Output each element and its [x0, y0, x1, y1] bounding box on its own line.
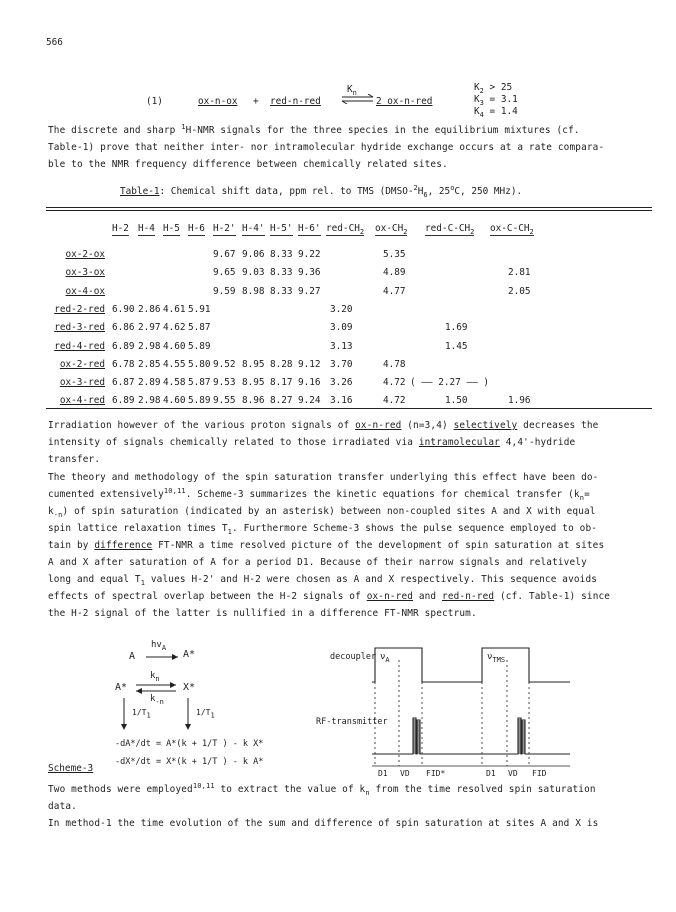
- table-column-header: H-6: [188, 223, 205, 234]
- paragraph-line: intensity of signals chemically related to those irradiated via intramolecular 4,4'-hydride: [48, 437, 576, 448]
- table-cell: 8.33: [270, 267, 293, 278]
- table-column-header: H-4: [138, 223, 155, 234]
- paragraph-line: In method-1 the time evolution of the sum and difference of spin saturation at sites A and X is: [48, 818, 599, 829]
- equation-lhs-red: red-n-red: [270, 96, 321, 107]
- decoupler-label: decoupler: [330, 652, 377, 662]
- table-cell: 5.91: [188, 304, 211, 315]
- paragraph-line: A and X after saturation of A for a period D1. Because of their narrow signals and relatively: [48, 557, 587, 568]
- sequence-d1: D1: [486, 769, 496, 778]
- species-a: A: [129, 651, 136, 662]
- equation-k-label: $K_n$: [347, 84, 357, 97]
- row-label: red-2-red: [54, 304, 105, 315]
- table-cell: 9.67: [213, 249, 236, 260]
- table-cell: 2.97: [138, 322, 161, 333]
- table-cell: 8.95: [242, 377, 265, 388]
- equation-rhs: 2 ox-n-red: [376, 96, 433, 107]
- nu-tms-label: $\nu_{TMS}$: [487, 652, 506, 664]
- table-cell: 9.03: [242, 267, 265, 278]
- table-cell: 2.98: [138, 395, 161, 406]
- table-column-header: H-2': [213, 223, 236, 234]
- equation-plus: +: [253, 96, 259, 107]
- equilibrium-arrows-icon: [341, 94, 375, 104]
- intro-line: ble to the NMR frequency difference between chemically related sites.: [48, 159, 448, 170]
- table-cell: 3.26: [330, 377, 353, 388]
- sequence-fid-star: FID*: [426, 769, 446, 778]
- table-cell: 3.09: [330, 322, 353, 333]
- table-cell: ( —— 2.27 —— ): [410, 377, 490, 388]
- table-cell: 6.89: [112, 395, 135, 406]
- paragraph-line: $k_{-n}$) of spin saturation (indicated by an asterisk) between non-coupled sites A and X with equal: [48, 506, 596, 519]
- page-number: 566: [46, 37, 63, 48]
- table-cell: 4.77: [383, 286, 406, 297]
- table-cell: 4.55: [163, 359, 186, 370]
- table-column-header: H-4': [242, 223, 265, 234]
- table-cell: 9.22: [298, 249, 321, 260]
- sequence-vd: VD: [508, 769, 518, 778]
- table-cell: 2.89: [138, 377, 161, 388]
- paragraph-line: data.: [48, 801, 77, 812]
- table-cell: 1.45: [445, 341, 468, 352]
- table-cell: 5.87: [188, 322, 211, 333]
- table-cell: 1.69: [445, 322, 468, 333]
- table-cell: 5.87: [188, 377, 211, 388]
- table-cell: 8.33: [270, 249, 293, 260]
- table-cell: 9.06: [242, 249, 265, 260]
- row-label: ox-3-ox: [65, 267, 105, 278]
- row-label: ox-3-red: [59, 377, 105, 388]
- table-cell: 2.98: [138, 341, 161, 352]
- table-cell: 2.05: [508, 286, 531, 297]
- photon-arrow-icon: [145, 652, 181, 662]
- table-cell: 6.90: [112, 304, 135, 315]
- table-cell: 4.72: [383, 377, 406, 388]
- paragraph-line: The theory and methodology of the spin saturation transfer underlying this effect have been do-: [48, 472, 599, 483]
- equilibrium-constant-k4: $K_4 = 1.4$: [474, 106, 518, 119]
- table-cell: 8.27: [270, 395, 293, 406]
- table-top-rule: [46, 207, 652, 208]
- paragraph-line: tain by difference FT-NMR a time resolved picture of the development of spin saturation at sites: [48, 540, 605, 551]
- table-column-header: H-5': [270, 223, 293, 234]
- table-cell: 9.55: [213, 395, 236, 406]
- table-cell: 9.12: [298, 359, 321, 370]
- exchange-arrows-icon: [135, 682, 179, 694]
- relaxation-a-label: $1/T_1$: [132, 708, 151, 720]
- table-cell: 6.78: [112, 359, 135, 370]
- row-label: ox-2-red: [59, 359, 105, 370]
- table-cell: 9.52: [213, 359, 236, 370]
- species-x-star: X*: [183, 682, 196, 693]
- relaxation-arrow-a-icon: [117, 697, 131, 731]
- paragraph-line: the H-2 signal of the latter is nullified in a difference FT-NMR spectrum.: [48, 608, 477, 619]
- nu-a-label: $\nu_A$: [380, 652, 390, 664]
- table-cell: 6.86: [112, 322, 135, 333]
- table-cell: 4.62: [163, 322, 186, 333]
- table-column-header: H-5: [163, 223, 180, 234]
- sequence-fid: FID: [532, 769, 547, 778]
- table-cell: 3.16: [330, 395, 353, 406]
- table-cell: 8.95: [242, 359, 265, 370]
- paragraph-line: long and equal $T_1$ values H-2' and H-2 were chosen as A and X respectively. This sequence avoids: [48, 574, 598, 587]
- row-label: ox-4-ox: [65, 286, 105, 297]
- table-cell: 4.60: [163, 341, 186, 352]
- paragraph-line: cumented extensively$^{10,11}$. Scheme-3 summarizes the kinetic equations for chemical transfer ($k_n=$: [48, 486, 590, 502]
- table-cell: 3.13: [330, 341, 353, 352]
- table-cell: 5.80: [188, 359, 211, 370]
- table-cell: 3.70: [330, 359, 353, 370]
- equilibrium-constant-k2: $K_2 > 25$: [474, 82, 513, 95]
- relaxation-arrow-x-icon: [181, 697, 195, 731]
- table-cell: 1.50: [445, 395, 468, 406]
- table-cell: 5.35: [383, 249, 406, 260]
- rf-transmitter-label: RF-transmitter: [316, 717, 388, 727]
- table-cell: 5.89: [188, 395, 211, 406]
- table-cell: 9.27: [298, 286, 321, 297]
- table-cell: 5.89: [188, 341, 211, 352]
- table-column-header: H-2: [112, 223, 129, 234]
- rate-equation-a: -dA*/dt = A*(k + 1/T ) - k X*: [115, 739, 264, 749]
- table-cell: 9.59: [213, 286, 236, 297]
- table-cell: 9.24: [298, 395, 321, 406]
- table-column-header: $ox-C-CH_2$: [490, 223, 534, 236]
- row-label: red-4-red: [54, 341, 105, 352]
- table-cell: 6.87: [112, 377, 135, 388]
- table-cell: 6.89: [112, 341, 135, 352]
- table-cell: 4.58: [163, 377, 186, 388]
- table-column-header: red-$CH_2$: [326, 223, 365, 236]
- table-cell: 8.98: [242, 286, 265, 297]
- rate-kn-label: $k_n$: [150, 671, 160, 683]
- photon-label: $hv_A$: [151, 640, 167, 652]
- sequence-d1: D1: [378, 769, 388, 778]
- table-cell: 4.60: [163, 395, 186, 406]
- table-bottom-rule: [46, 408, 652, 409]
- relaxation-x-label: $1/T_1$: [196, 708, 215, 720]
- equation-lhs-ox: ox-n-ox: [198, 96, 238, 107]
- table-cell: 2.85: [138, 359, 161, 370]
- table-cell: 8.28: [270, 359, 293, 370]
- paragraph-line: Irradiation however of the various proton signals of ox-n-red (n=3,4) selectively decreases the: [48, 420, 599, 431]
- paragraph-line: spin lattice relaxation times $T_1$. Furthermore Scheme-3 shows the pulse sequence employed to ob-: [48, 523, 598, 536]
- paragraph-line: effects of spectral overlap between the H-2 signals of ox-n-red and red-n-red (cf. Table-1) since: [48, 591, 611, 602]
- equilibrium-constant-k3: $K_3 = 3.1$: [474, 94, 518, 107]
- table-cell: 9.16: [298, 377, 321, 388]
- table-cell: 4.78: [383, 359, 406, 370]
- table-cell: 4.61: [163, 304, 186, 315]
- species-a-star: A*: [115, 682, 128, 693]
- equation-number: (1): [146, 96, 163, 107]
- table-column-header: H-6': [298, 223, 321, 234]
- table-cell: 2.81: [508, 267, 531, 278]
- table-cell: 2.86: [138, 304, 161, 315]
- sequence-vd: VD: [400, 769, 410, 778]
- table-cell: 8.33: [270, 286, 293, 297]
- intro-line: Table-1) prove that neither inter- nor intramolecular hydride exchange occurs at a rate compara-: [48, 142, 605, 153]
- table-column-header: red-$C-CH_2$: [425, 223, 475, 236]
- table-cell: 3.20: [330, 304, 353, 315]
- row-label: ox-4-red: [59, 395, 105, 406]
- paragraph-line: transfer.: [48, 454, 101, 465]
- table-cell: 9.36: [298, 267, 321, 278]
- row-label: red-3-red: [54, 322, 105, 333]
- table-cell: 8.96: [242, 395, 265, 406]
- rate-equation-x: -dX*/dt = X*(k + 1/T ) - k A*: [115, 757, 264, 767]
- paragraph-line: Two methods were employed$^{10,11}$ to extract the value of $k_n$ from the time resolved spin saturation: [48, 781, 596, 797]
- table-cell: 4.72: [383, 395, 406, 406]
- table-caption: Table-1: Chemical shift data, ppm rel. to TMS ($DMSO-^2H_6$, 25$^o$C, 250 MHz).: [120, 183, 523, 199]
- intro-line: The discrete and sharp $^1$H-NMR signals for the three species in the equilibrium mixtures (cf.: [48, 122, 580, 136]
- scheme-label: Scheme-3: [48, 763, 94, 774]
- table-top-rule: [46, 210, 652, 211]
- species-a-star: A*: [183, 649, 196, 660]
- rate-k-minus-n-label: $k_{-n}$: [150, 694, 164, 706]
- table-cell: 4.89: [383, 267, 406, 278]
- table-column-header: $ox-CH_2$: [375, 223, 408, 236]
- table-cell: 9.65: [213, 267, 236, 278]
- table-cell: 8.17: [270, 377, 293, 388]
- row-label: ox-2-ox: [65, 249, 105, 260]
- table-cell: 1.96: [508, 395, 531, 406]
- table-cell: 9.53: [213, 377, 236, 388]
